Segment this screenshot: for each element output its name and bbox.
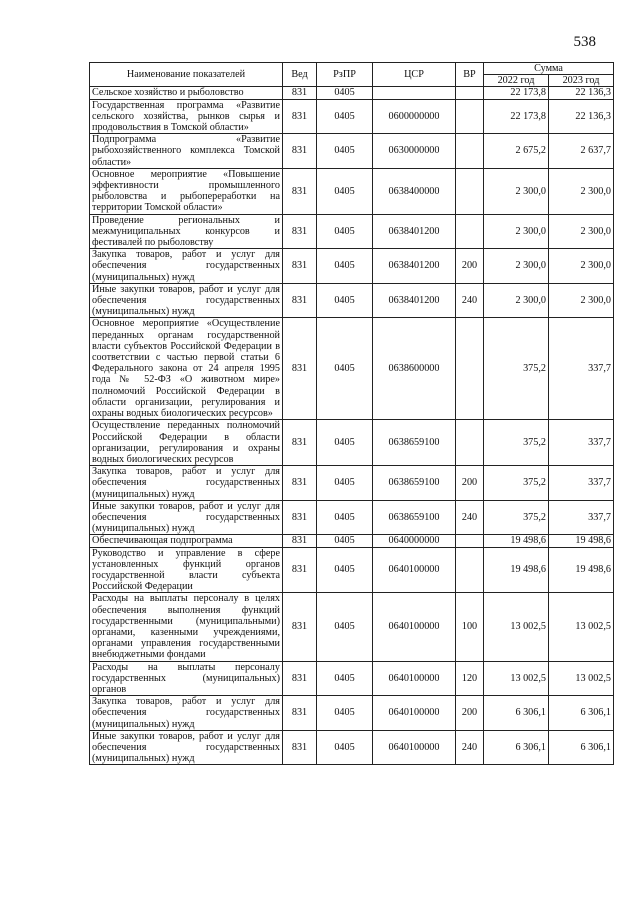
row-vr — [456, 547, 484, 593]
header-year-2022: 2022 год — [484, 75, 549, 87]
row-vr — [456, 99, 484, 134]
table-row — [90, 466, 614, 501]
row-sum-2023: 19 498,6 — [549, 547, 614, 593]
header-ved: Вед — [283, 63, 317, 87]
row-rzpr: 0405 — [317, 134, 373, 169]
row-name: Закупка товаров, работ и услуг для обеспечения государственных (муниципальных) нужд — [90, 466, 283, 501]
row-sum-2023: 337,7 — [549, 318, 614, 420]
row-ved: 831 — [283, 318, 317, 420]
row-ved: 831 — [283, 99, 317, 134]
row-name: Иные закупки товаров, работ и услуг для обеспечения государственных (муниципальных) нужд — [90, 500, 283, 535]
table-row — [90, 134, 614, 169]
row-sum-2023: 2 300,0 — [549, 168, 614, 214]
header-vr: ВР — [456, 63, 484, 87]
row-vr: 100 — [456, 593, 484, 661]
row-ved: 831 — [283, 134, 317, 169]
row-csr: 0600000000 — [373, 99, 456, 134]
row-sum-2023: 6 306,1 — [549, 730, 614, 765]
row-sum-2022: 19 498,6 — [484, 547, 549, 593]
row-csr: 0638659100 — [373, 420, 456, 466]
table-row — [90, 500, 614, 535]
row-sum-2022: 375,2 — [484, 500, 549, 535]
header-csr: ЦСР — [373, 63, 456, 87]
row-ved: 831 — [283, 420, 317, 466]
row-sum-2022: 375,2 — [484, 318, 549, 420]
row-sum-2022: 13 002,5 — [484, 661, 549, 696]
table-body — [90, 87, 614, 765]
row-csr: 0640100000 — [373, 661, 456, 696]
row-sum-2023: 337,7 — [549, 420, 614, 466]
table-row — [90, 318, 614, 420]
row-sum-2023: 13 002,5 — [549, 593, 614, 661]
row-sum-2023: 13 002,5 — [549, 661, 614, 696]
table-row — [90, 593, 614, 661]
row-csr: 0640100000 — [373, 547, 456, 593]
row-rzpr: 0405 — [317, 249, 373, 284]
row-name: Основное мероприятие «Повышение эффективности промышленного рыболовства и рыбопереработки на территории Томской области» — [90, 168, 283, 214]
row-name: Обеспечивающая подпрограмма — [90, 535, 283, 547]
table-row — [90, 283, 614, 318]
row-name: Основное мероприятие «Осуществление переданных органам государственной власти субъектов Российской Федерации в соответствии с частью первой статьи 6 Федерального закона от 24 апреля 1995 года № 52-ФЗ «О животном мире» полномочий Российской Федерации в области организации, регулирования и охраны водных биологических ресурсов» — [90, 318, 283, 420]
row-name: Закупка товаров, работ и услуг для обеспечения государственных (муниципальных) нужд — [90, 249, 283, 284]
row-rzpr: 0405 — [317, 593, 373, 661]
row-rzpr: 0405 — [317, 283, 373, 318]
row-name: Сельское хозяйство и рыболовство — [90, 87, 283, 99]
row-ved: 831 — [283, 661, 317, 696]
table-row — [90, 661, 614, 696]
table-row — [90, 214, 614, 249]
row-sum-2022: 2 300,0 — [484, 283, 549, 318]
row-vr: 200 — [456, 696, 484, 731]
row-name: Закупка товаров, работ и услуг для обеспечения государственных (муниципальных) нужд — [90, 696, 283, 731]
table-row — [90, 535, 614, 547]
row-rzpr: 0405 — [317, 500, 373, 535]
row-ved: 831 — [283, 547, 317, 593]
row-vr — [456, 87, 484, 99]
row-rzpr: 0405 — [317, 420, 373, 466]
row-rzpr: 0405 — [317, 466, 373, 501]
table-header — [90, 63, 614, 87]
row-ved: 831 — [283, 87, 317, 99]
row-csr: 0638659100 — [373, 500, 456, 535]
row-sum-2023: 6 306,1 — [549, 696, 614, 731]
row-rzpr: 0405 — [317, 661, 373, 696]
row-ved: 831 — [283, 730, 317, 765]
table-row — [90, 99, 614, 134]
row-csr: 0638401200 — [373, 214, 456, 249]
row-rzpr: 0405 — [317, 318, 373, 420]
row-csr: 0640100000 — [373, 593, 456, 661]
row-name: Осуществление переданных полномочий Российской Федерации в области организации, регулирования и охраны водных биологических ресурсов — [90, 420, 283, 466]
row-vr — [456, 134, 484, 169]
row-csr — [373, 87, 456, 99]
row-csr: 0630000000 — [373, 134, 456, 169]
page-number: 538 — [573, 34, 596, 50]
row-sum-2022: 375,2 — [484, 466, 549, 501]
row-sum-2023: 22 136,3 — [549, 99, 614, 134]
row-rzpr: 0405 — [317, 696, 373, 731]
row-sum-2023: 2 637,7 — [549, 134, 614, 169]
row-name: Иные закупки товаров, работ и услуг для обеспечения государственных (муниципальных) нужд — [90, 730, 283, 765]
row-ved: 831 — [283, 696, 317, 731]
row-sum-2022: 22 173,8 — [484, 99, 549, 134]
row-vr: 240 — [456, 730, 484, 765]
row-ved: 831 — [283, 168, 317, 214]
budget-table — [89, 62, 614, 765]
row-sum-2022: 22 173,8 — [484, 87, 549, 99]
row-ved: 831 — [283, 249, 317, 284]
table-row — [90, 168, 614, 214]
row-vr — [456, 318, 484, 420]
row-vr: 200 — [456, 466, 484, 501]
row-sum-2023: 2 300,0 — [549, 214, 614, 249]
row-sum-2023: 2 300,0 — [549, 249, 614, 284]
row-name: Подпрограмма «Развитие рыбохозяйственного комплекса Томской области» — [90, 134, 283, 169]
row-sum-2023: 19 498,6 — [549, 535, 614, 547]
row-sum-2022: 6 306,1 — [484, 696, 549, 731]
row-csr: 0638401200 — [373, 249, 456, 284]
row-vr — [456, 214, 484, 249]
row-rzpr: 0405 — [317, 214, 373, 249]
row-rzpr: 0405 — [317, 547, 373, 593]
table-row — [90, 87, 614, 99]
row-ved: 831 — [283, 593, 317, 661]
row-csr: 0640100000 — [373, 696, 456, 731]
header-sum: Сумма — [484, 63, 614, 75]
row-vr — [456, 168, 484, 214]
row-sum-2022: 2 300,0 — [484, 168, 549, 214]
row-vr: 240 — [456, 283, 484, 318]
row-sum-2023: 22 136,3 — [549, 87, 614, 99]
row-sum-2023: 337,7 — [549, 466, 614, 501]
row-sum-2022: 13 002,5 — [484, 593, 549, 661]
row-vr: 240 — [456, 500, 484, 535]
row-csr: 0638659100 — [373, 466, 456, 501]
row-vr: 200 — [456, 249, 484, 284]
table-row — [90, 696, 614, 731]
table-row — [90, 420, 614, 466]
row-rzpr: 0405 — [317, 168, 373, 214]
row-sum-2022: 375,2 — [484, 420, 549, 466]
row-name: Государственная программа «Развитие сельского хозяйства, рынков сырья и продовольствия в Томской области» — [90, 99, 283, 134]
header-name: Наименование показателей — [90, 63, 283, 87]
row-vr — [456, 420, 484, 466]
row-sum-2022: 6 306,1 — [484, 730, 549, 765]
row-rzpr: 0405 — [317, 730, 373, 765]
row-sum-2023: 2 300,0 — [549, 283, 614, 318]
row-ved: 831 — [283, 283, 317, 318]
row-csr: 0638400000 — [373, 168, 456, 214]
row-name: Расходы на выплаты персоналу в целях обеспечения выполнения функций государственными (муниципальными) органами, казенными учреждениями, органами управления государственными внебюджетными фондами — [90, 593, 283, 661]
row-csr: 0638401200 — [373, 283, 456, 318]
row-sum-2022: 2 300,0 — [484, 214, 549, 249]
row-rzpr: 0405 — [317, 87, 373, 99]
row-ved: 831 — [283, 466, 317, 501]
row-rzpr: 0405 — [317, 99, 373, 134]
row-name: Проведение региональных и межмуниципальных конкурсов и фестивалей по рыболовству — [90, 214, 283, 249]
row-sum-2022: 2 300,0 — [484, 249, 549, 284]
row-sum-2023: 337,7 — [549, 500, 614, 535]
row-csr: 0640000000 — [373, 535, 456, 547]
table-row — [90, 547, 614, 593]
row-name: Руководство и управление в сфере установленных функций органов государственной власти субъекта Российской Федерации — [90, 547, 283, 593]
table-row — [90, 730, 614, 765]
row-name: Расходы на выплаты персоналу государственных (муниципальных) органов — [90, 661, 283, 696]
row-sum-2022: 19 498,6 — [484, 535, 549, 547]
row-rzpr: 0405 — [317, 535, 373, 547]
header-rzpr: РзПР — [317, 63, 373, 87]
row-ved: 831 — [283, 214, 317, 249]
row-csr: 0638600000 — [373, 318, 456, 420]
row-csr: 0640100000 — [373, 730, 456, 765]
row-ved: 831 — [283, 500, 317, 535]
row-ved: 831 — [283, 535, 317, 547]
header-year-2023: 2023 год — [549, 75, 614, 87]
table-row — [90, 249, 614, 284]
row-vr: 120 — [456, 661, 484, 696]
row-name: Иные закупки товаров, работ и услуг для обеспечения государственных (муниципальных) нужд — [90, 283, 283, 318]
row-vr — [456, 535, 484, 547]
row-sum-2022: 2 675,2 — [484, 134, 549, 169]
